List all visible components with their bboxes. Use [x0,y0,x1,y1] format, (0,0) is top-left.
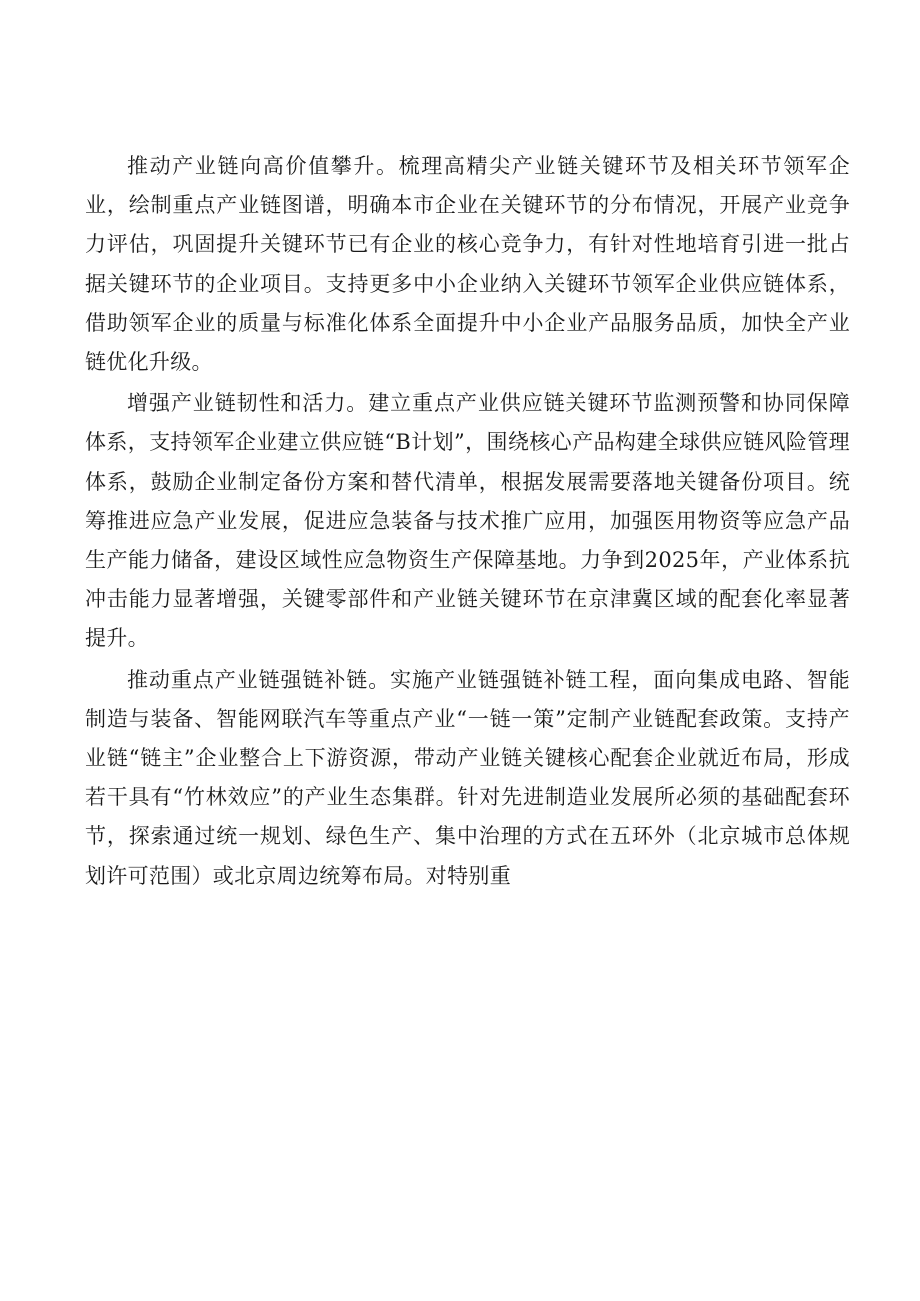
document-body [85,147,850,898]
paragraph-industry-chain-resilience: 增强产业链韧性和活力。建立重点产业供应链关键环节监测预警和协同保障体系，支持领军企业建立供应链“B计划”，围绕核心产品构建全球供应链风险管理体系，鼓励企业制定备份方案和替代清单，根据发展需要落地关键备份项目。统筹推进应急产业发展，促进应急装备与技术推广应用，加强医用物资等应急产品生产能力储备，建设区域性应急物资生产保障基地。力争到2025年，产业体系抗冲击能力显著增强，关键零部件和产业链关键环节在京津冀区域的配套化率显著提升。 [85,391,850,651]
paragraph-industry-chain-strengthening: 推动重点产业链强链补链。实施产业链强链补链工程，面向集成电路、智能制造与装备、智能网联汽车等重点产业“一链一策”定制产业链配套政策。支持产业链“链主”企业整合上下游资源，带动产业链关键核心配套企业就近布局，形成若干具有“竹林效应”的产业生态集群。针对先进制造业发展所必须的基础配套环节，探索通过统一规划、绿色生产、集中治理的方式在五环外（北京城市总体规划许可范围）或北京周边统筹布局。对特别重 [85,667,850,888]
paragraph-industry-chain-value: 推动产业链向高价值攀升。梳理高精尖产业链关键环节及相关环节领军企业，绘制重点产业链图谱，明确本市企业在关键环节的分布情况，开展产业竞争力评估，巩固提升关键环节已有企业的核心竞争力，有针对性地培育引进一批占据关键环节的企业项目。支持更多中小企业纳入关键环节领军企业供应链体系，借助领军企业的质量与标准化体系全面提升中小企业产品服务品质，加快全产业链优化升级。 [85,154,850,375]
